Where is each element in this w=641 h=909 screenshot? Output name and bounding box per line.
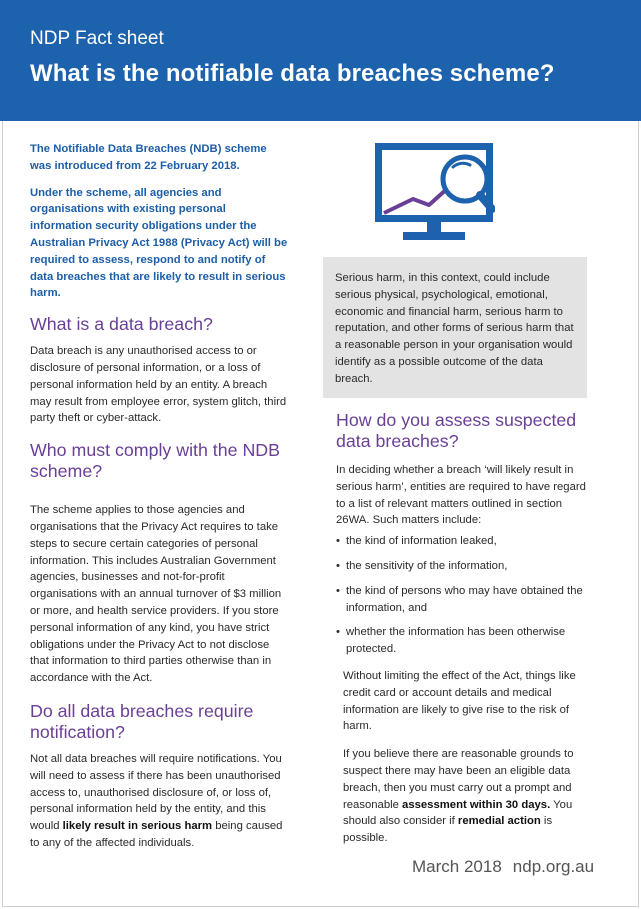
intro-paragraph-1: The Notifiable Data Breaches (NDB) scheme was introduced from 22 February 2018. bbox=[30, 143, 267, 172]
intro-block bbox=[30, 141, 290, 302]
fact-sheet-label: NDP Fact sheet bbox=[30, 28, 164, 49]
intro-paragraph-2: Under the scheme, all agencies and organisations with existing personal information security obligations under the Australian Privacy Act 1988 (Privacy Act) will be required to assess, respond to and notify of data breaches that are likely to result in serious harm. bbox=[30, 186, 288, 300]
heading-what-is-breach: What is a data breach? bbox=[30, 314, 213, 335]
right-column bbox=[336, 410, 588, 860]
list-item: • the sensitivity of the information, bbox=[336, 559, 508, 572]
page-title: What is the notifiable data breaches scheme? bbox=[30, 60, 555, 87]
assess-para-harm-examples: Without limiting the effect of the Act, things like credit card or account details and medical information are likely to give rise to the risk of harm. bbox=[343, 669, 576, 733]
list-item: • whether the information has been otherwise protected. bbox=[336, 626, 566, 656]
footer bbox=[412, 857, 605, 877]
who-must-comply-text: The scheme applies to those agencies and organisations that the Privacy Act requires to take steps to secure certain categories of personal information. This includes Australian Government agencies, businesses and not-for-profit organisations with an annual turnover of $3 million or more, and health service providers. If you store personal information of any kind, you have strict obligations under the Privacy Act to not disclose that information to third parties otherwise than in accordance with the Act. bbox=[30, 504, 282, 685]
header-banner bbox=[0, 0, 641, 121]
serious-harm-text: Serious harm, in this context, could include serious physical, psychological, emotional, economic and financial harm, serious harm to reputation, and other forms of serious harm that a reasonable person in your organisation would identify as a possible outcome of the data breach. bbox=[335, 272, 574, 385]
assess-intro-text: In deciding whether a breach ‘will likely result in serious harm’, entities are required to have regard to a list of relevant matters outlined in section 26WA. Such matters include: bbox=[336, 464, 586, 527]
all-breaches-text: Not all data breaches will require notifications. You will need to assess if there has been unauthorised access to, unauthorised disclosure of, or loss of, personal information held by the entity, and this would likely result in serious harm being caused to any of the affected individuals. bbox=[30, 752, 283, 849]
footer-website: ndp.org.au bbox=[512, 857, 595, 876]
list-item: • the kind of information leaked, bbox=[336, 535, 497, 548]
assess-para-30-days: If you believe there are reasonable grounds to suspect there may have been an eligible data breach, then you must carry out a prompt and reasonable assessment within 30 days. You should also consider if remedial action is possible. bbox=[343, 748, 574, 845]
who-must-comply-section bbox=[30, 502, 290, 687]
footer-date: March 2018 bbox=[412, 857, 502, 876]
heading-assess-breaches: How do you assess suspected data breaches? bbox=[336, 410, 577, 451]
serious-harm-callout bbox=[323, 257, 587, 398]
likely-serious-harm-emphasis: likely result in serious harm bbox=[62, 820, 213, 833]
what-is-breach-text: Data breach is any unauthorised access to or disclosure of personal information, or a loss of personal information held by an entity. A breach may result from employee error, system glitch, third party theft or cyber-attack. bbox=[30, 345, 287, 425]
remedial-action-emphasis: remedial action bbox=[457, 815, 541, 828]
list-item: • the kind of persons who may have obtained the information, and bbox=[336, 584, 583, 614]
monitor-chart-magnifier-icon bbox=[373, 141, 495, 243]
left-column bbox=[30, 141, 290, 865]
relevant-matters-list bbox=[336, 533, 588, 658]
what-is-breach-section bbox=[30, 343, 290, 427]
all-breaches-section bbox=[30, 751, 290, 852]
heading-all-breaches-notification: Do all data breaches require notification? bbox=[30, 700, 254, 742]
assess-section bbox=[336, 462, 588, 847]
heading-who-must-comply: Who must comply with the NDB scheme? bbox=[30, 440, 280, 482]
assessment-30-days-emphasis: assessment within 30 days. bbox=[402, 798, 551, 811]
